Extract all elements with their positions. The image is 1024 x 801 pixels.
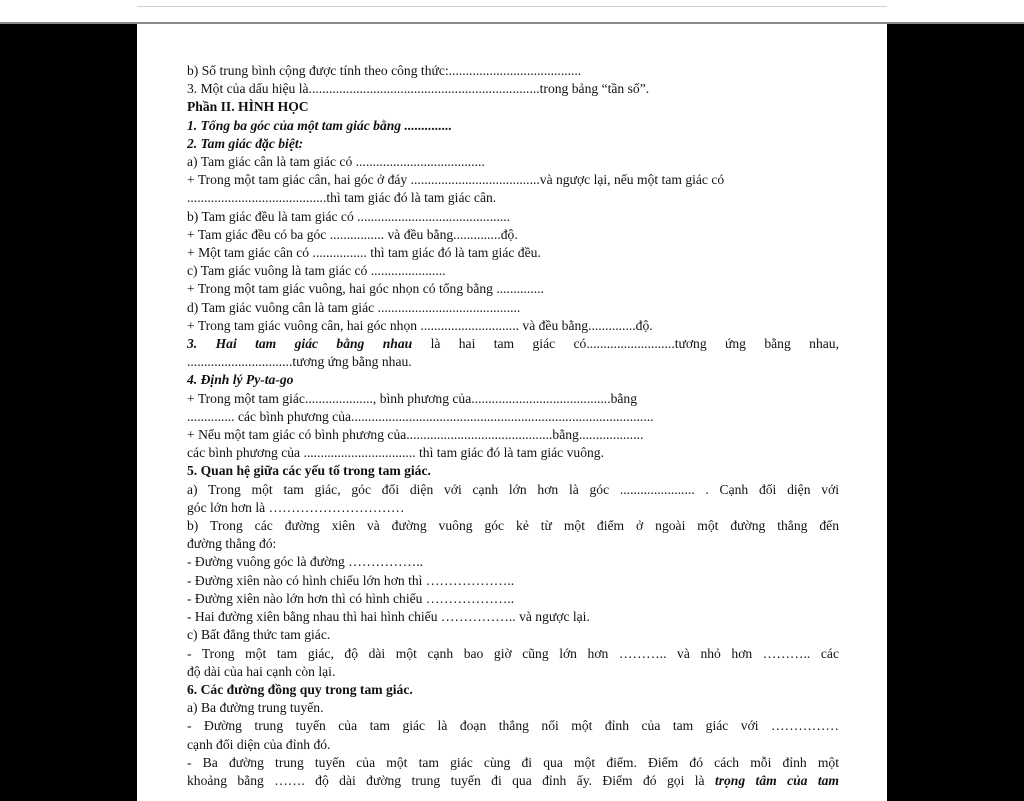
inline-text: khoảng bằng ……. độ dài đường trung tuyến đi qua đỉnh ấy. Điểm đó gọi là — [187, 772, 715, 788]
text-line: - Đường xiên nào lớn hơn thì có hình chiếu ……………….. — [187, 590, 515, 606]
item-heading: 5. Quan hệ giữa các yếu tố trong tam giác. — [187, 463, 431, 479]
text-line: + Nếu một tam giác có bình phương của...........................................bằng................... — [187, 427, 644, 443]
text-line: + Một tam giác cân có ................ thì tam giác đó là tam giác đều. — [187, 245, 541, 261]
text-line: .............. các bình phương của......................................................................................... — [187, 408, 654, 424]
text-line: + Trong một tam giác vuông, hai góc nhọn có tổng bằng .............. — [187, 281, 544, 297]
toolbar-strip — [0, 0, 1024, 24]
text-line-mixed — [187, 335, 839, 353]
text-line: + Trong một tam giác...................., bình phương của.........................................bằng — [187, 390, 638, 406]
text-line: đường thẳng đó: — [187, 536, 277, 552]
text-line: 3. Một của dấu hiệu là....................................................................trong bảng “tần số”. — [187, 81, 650, 97]
inline-text: là hai tam giác có..........................tương ứng bằng nhau, — [412, 336, 839, 352]
text-line: - Đường vuông góc là đường …………….. — [187, 554, 424, 570]
document-body — [187, 62, 839, 790]
item-heading: 2. Tam giác đặc biệt: — [187, 135, 304, 151]
text-line: các bình phương của ................................. thì tam giác đó là tam giác vuông. — [187, 445, 604, 461]
text-line: - Ba đường trung tuyến của một tam giác cùng đi qua một điểm. Điểm đó cách mỗi đỉnh một — [187, 754, 839, 770]
text-line: b) Tam giác đều là tam giác có ............................................. — [187, 208, 511, 224]
item-heading: 6. Các đường đồng quy trong tam giác. — [187, 681, 413, 697]
text-line: c) Tam giác vuông là tam giác có ...................... — [187, 263, 446, 279]
document-page — [137, 24, 887, 801]
text-line: - Trong một tam giác, độ dài một cạnh bao giờ cũng lớn hơn ……….. và nhỏ hơn ……….. các — [187, 645, 839, 661]
text-line: b) Trong các đường xiên và đường vuông góc kẻ từ một điểm ở ngoài một đường thẳng đến — [187, 518, 839, 534]
text-line: b) Số trung bình cộng được tính theo công thức:....................................... — [187, 63, 582, 78]
text-line: + Trong một tam giác cân, hai góc ở đáy ......................................và ngược lại, nếu một tam giác có — [187, 172, 725, 188]
text-line: cạnh đối diện của đỉnh đó. — [187, 736, 331, 752]
text-line: + Tam giác đều có ba góc ................ và đều bằng..............độ. — [187, 226, 518, 242]
text-line: ...............................tương ứng bằng nhau. — [187, 354, 412, 370]
item-heading: 1. Tổng ba góc của một tam giác bằng .............. — [187, 117, 453, 133]
text-line: .........................................thì tam giác đó là tam giác cân. — [187, 190, 497, 206]
item-heading: 4. Định lý Py-ta-go — [187, 372, 294, 388]
text-line: + Trong tam giác vuông cân, hai góc nhọn ............................. và đều bằng..............độ. — [187, 317, 653, 333]
ruler-line — [137, 6, 887, 7]
text-line: góc lớn hơn là ………………………… — [187, 499, 405, 515]
inline-heading: 3. Hai tam giác bằng nhau — [187, 336, 413, 352]
text-line: a) Ba đường trung tuyến. — [187, 700, 324, 716]
text-line: - Hai đường xiên bằng nhau thì hai hình chiếu …………….. và ngược lại. — [187, 609, 590, 625]
inline-term: trọng tâm của tam — [714, 772, 839, 788]
text-line: c) Bất đẳng thức tam giác. — [187, 627, 331, 643]
text-line: a) Trong một tam giác, góc đối diện với cạnh lớn hơn là góc ...................... . Cạnh đối diện với — [187, 481, 839, 497]
text-line: độ dài của hai cạnh còn lại. — [187, 663, 336, 679]
text-line-mixed — [187, 772, 839, 790]
section-heading: Phần II. HÌNH HỌC — [187, 99, 309, 115]
text-line: d) Tam giác vuông cân là tam giác .......................................... — [187, 299, 521, 315]
text-line: - Đường trung tuyến của tam giác là đoạn thẳng nối một đỉnh của tam giác với …………… — [187, 718, 839, 734]
text-line: a) Tam giác cân là tam giác có ...................................... — [187, 154, 485, 170]
text-line: - Đường xiên nào có hình chiếu lớn hơn thì ……………….. — [187, 572, 515, 588]
